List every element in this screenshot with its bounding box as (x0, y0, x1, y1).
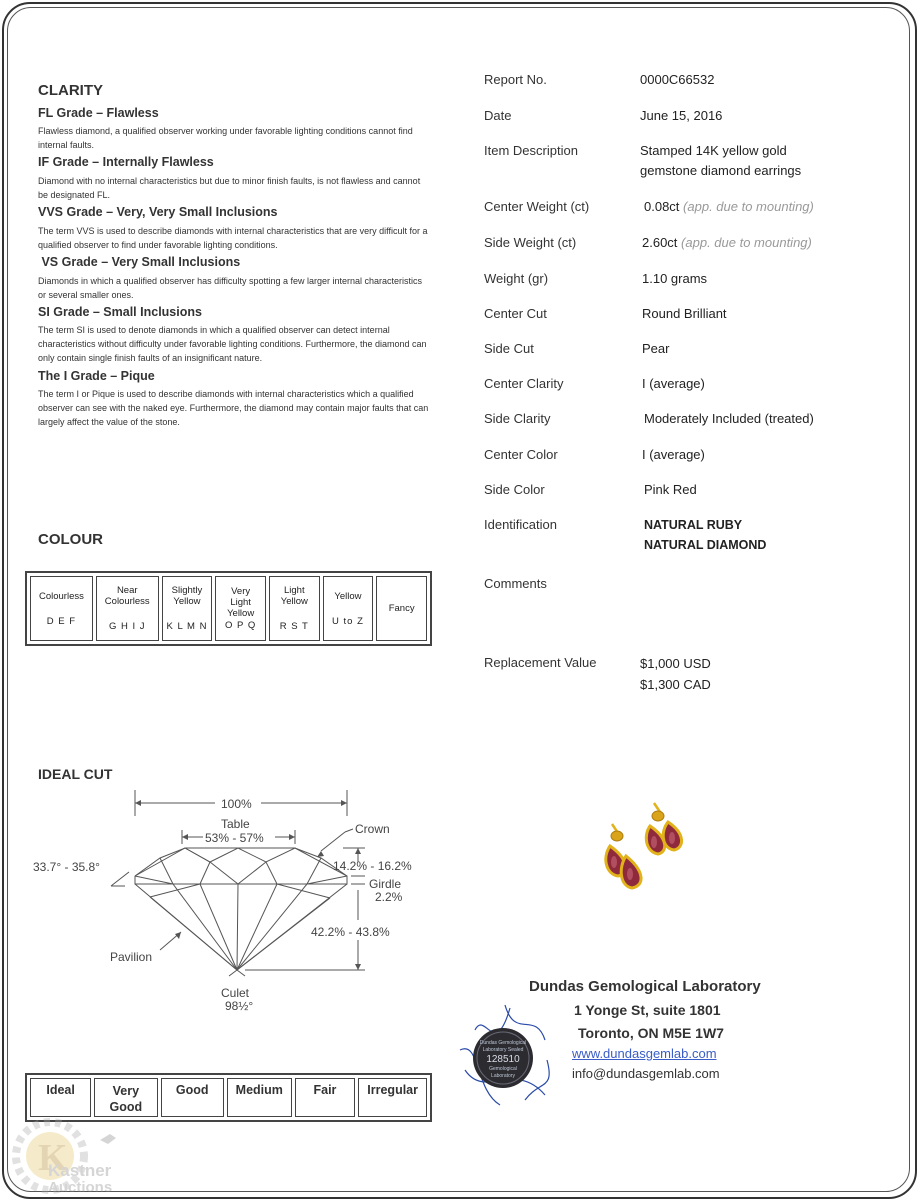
lab-email: info@dundasgemlab.com (572, 1066, 720, 1081)
crown-angle-label: 33.7° - 35.8° (33, 860, 100, 874)
field-label-identification: Identification (484, 517, 557, 532)
svg-text:Kastner: Kastner (48, 1161, 112, 1180)
field-label-date: Date (484, 108, 512, 123)
colour-cell-yellow: Yellow U to Z (323, 576, 374, 641)
field-value-center-color: I (average) (642, 447, 705, 462)
colour-cell-near-colourless: Near Colourless G H I J (96, 576, 159, 641)
field-label-side-clarity: Side Clarity (484, 411, 551, 426)
lab-website-link[interactable]: www.dundasgemlab.com (572, 1046, 717, 1061)
crown-label: Crown (355, 822, 390, 836)
grade-i-desc: The term I or Pique is used to describe diamonds with internal characteristics which a qualified observer can see with the naked eye. Furthermore, the diamond may contain major faults that can largely affect the value of the stone. (38, 389, 429, 427)
field-value-date: June 15, 2016 (640, 108, 723, 123)
field-value-center-clarity: I (average) (642, 376, 705, 391)
culet-label: Culet (221, 986, 250, 1000)
grade-si-desc: The term SI is used to denote diamonds in which a qualified observer can detect internal characteristics without difficulty under favorable lighting conditions. Furthermore, the diamond can only contain single finish faults of an insignificant nature. (38, 325, 427, 363)
colour-heading: COLOUR (38, 531, 103, 548)
field-value-side-cut: Pear (642, 341, 670, 356)
pavilion-depth-label: 42.2% - 43.8% (311, 925, 390, 939)
field-value-side-clarity: Moderately Included (treated) (644, 411, 814, 426)
svg-text:Dundas Gemological: Dundas Gemological (479, 1040, 527, 1046)
colour-cell-slightly-yellow: Slightly Yellow K L M N (162, 576, 213, 641)
field-value-center-cut: Round Brilliant (642, 306, 727, 321)
grade-vs-desc: Diamonds in which a qualified observer has difficulty spotting a few larger internal characteristics or several smaller ones. (38, 276, 423, 300)
cut-cell-very-good: Very Good (94, 1078, 157, 1117)
field-label-report-no: Report No. (484, 72, 547, 87)
table-label: Table (221, 817, 250, 831)
colour-scale-table (25, 571, 432, 646)
cut-cell-good: Good (161, 1078, 224, 1117)
lab-name: Dundas Gemological Laboratory (529, 978, 761, 995)
cut-cell-irregular: Irregular (358, 1078, 427, 1117)
svg-text:Gemological: Gemological (489, 1066, 517, 1072)
field-label-center-weight: Center Weight (ct) (484, 199, 590, 214)
field-value-side-weight: 2.60ct (app. due to mounting) (642, 235, 812, 250)
cut-cell-medium: Medium (227, 1078, 292, 1117)
grade-if-desc: Diamond with no internal characteristics but due to minor finish faults, is not flawless and cannot be designated FL. (38, 176, 421, 200)
field-label-side-weight: Side Weight (ct) (484, 235, 577, 250)
svg-text:Laboratory: Laboratory (491, 1073, 515, 1079)
field-label-center-clarity: Center Clarity (484, 376, 564, 391)
field-label-center-color: Center Color (484, 447, 558, 462)
field-value-weight-gr: 1.10 grams (642, 271, 708, 286)
svg-text:K: K (38, 1137, 68, 1179)
field-label-weight-gr: Weight (gr) (484, 271, 549, 286)
diamond-proportions-diagram (25, 780, 445, 1020)
field-value-side-color: Pink Red (644, 482, 697, 497)
grade-fl-desc: Flawless diamond, a qualified observer working under favorable lighting conditions cannot find internal faults. (38, 126, 413, 150)
colour-cell-very-light-yellow: Very Light Yellow O P Q (215, 576, 266, 641)
lab-address-line1: 1 Yonge St, suite 1801 (574, 1002, 721, 1018)
field-label-center-cut: Center Cut (484, 306, 547, 321)
table-range-label: 53% - 57% (205, 831, 264, 845)
svg-text:Laboratory Sealed: Laboratory Sealed (482, 1047, 524, 1053)
field-value-center-weight: 0.08ct (app. due to mounting) (644, 199, 814, 214)
field-label-replacement-value: Replacement Value (484, 655, 597, 670)
crown-height-label: 14.2% - 16.2% (333, 859, 412, 873)
field-value-replacement-value: $1,000 USD $1,300 CAD (640, 656, 711, 692)
grade-vs-title: VS Grade – Very Small Inclusions (38, 255, 241, 269)
grade-vvs-desc: The term VVS is used to describe diamonds with internal characteristics that are very difficult for a qualified observer to find under favorable lighting conditions. (38, 226, 428, 250)
girdle-label: Girdle (369, 877, 402, 891)
field-value-item-description: Stamped 14K yellow gold gemstone diamond earrings (640, 143, 802, 178)
grade-if-title: IF Grade – Internally Flawless (38, 155, 214, 169)
field-label-comments: Comments (484, 576, 547, 591)
field-value-report-no: 0000C66532 (640, 72, 715, 87)
grade-i-title: The I Grade – Pique (38, 369, 155, 383)
field-value-identification: NATURAL RUBY NATURAL DIAMOND (644, 518, 767, 552)
lab-address-line2: Toronto, ON M5E 1W7 (578, 1025, 724, 1041)
clarity-heading: CLARITY (38, 82, 103, 99)
colour-cell-fancy: Fancy (376, 576, 427, 641)
width-label: 100% (221, 797, 252, 811)
center-weight-note: (app. due to mounting) (683, 199, 814, 214)
ideal-cut-heading: IDEAL CUT (38, 766, 113, 782)
field-label-side-color: Side Color (484, 482, 545, 497)
side-weight-note: (app. due to mounting) (681, 235, 812, 250)
girdle-value-label: 2.2% (375, 890, 403, 904)
colour-cell-colourless: Colourless D E F (30, 576, 93, 641)
field-label-side-cut: Side Cut (484, 341, 534, 356)
grade-si-title: SI Grade – Small Inclusions (38, 305, 202, 319)
field-label-item-description: Item Description (484, 143, 578, 158)
pavilion-label: Pavilion (110, 950, 153, 964)
grade-fl-title: FL Grade – Flawless (38, 106, 159, 120)
colour-cell-light-yellow: Light Yellow R S T (269, 576, 320, 641)
grade-vvs-title: VVS Grade – Very, Very Small Inclusions (38, 205, 278, 219)
culet-value-label: 98½° (225, 999, 254, 1013)
cut-cell-fair: Fair (295, 1078, 356, 1117)
svg-text:128510: 128510 (486, 1054, 520, 1065)
kastner-auctions-watermark (8, 1112, 148, 1194)
svg-text:Auctions: Auctions (48, 1179, 113, 1194)
earrings-photo (588, 800, 700, 912)
cut-cell-ideal: Ideal (30, 1078, 91, 1117)
hologram-seal (455, 1000, 565, 1110)
